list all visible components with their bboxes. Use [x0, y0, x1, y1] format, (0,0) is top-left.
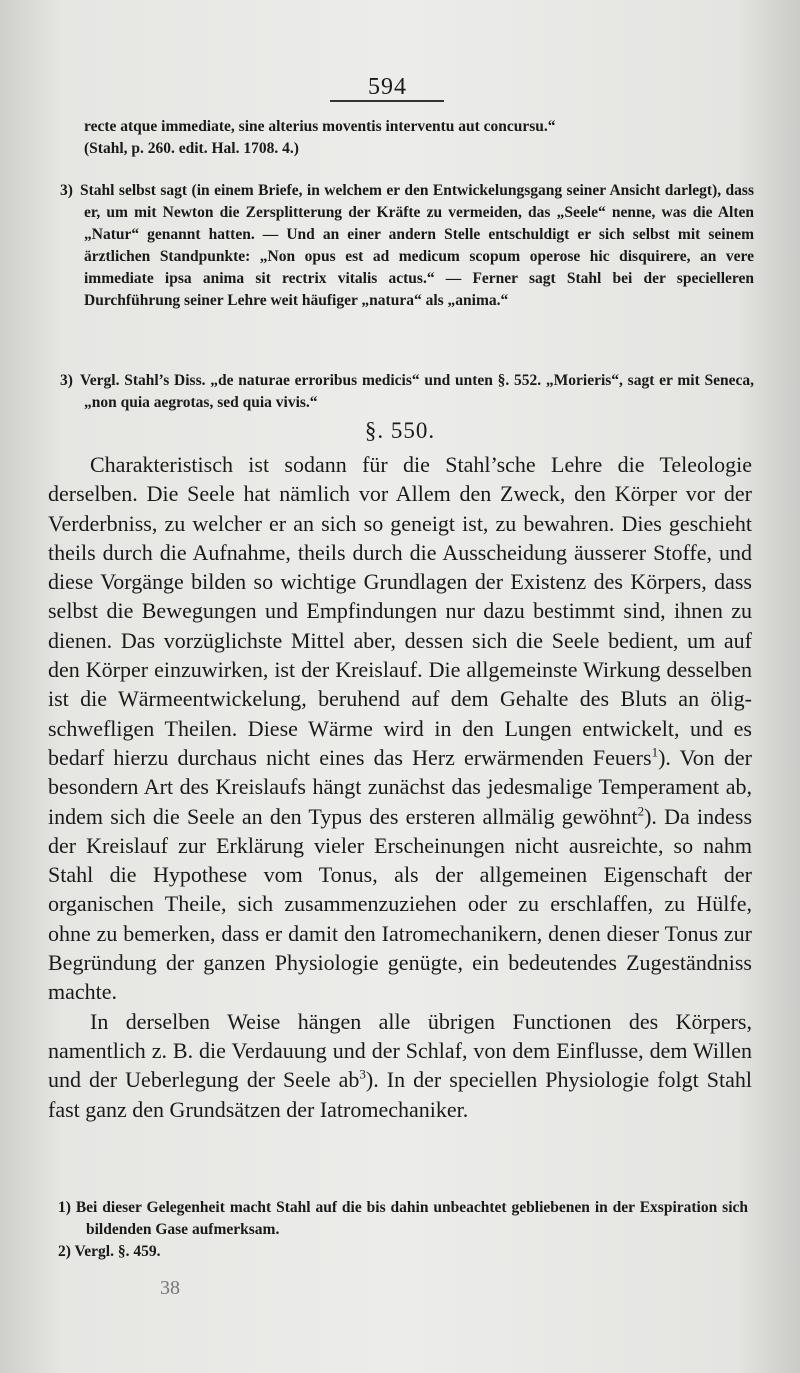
continued-footnote [84, 116, 754, 160]
footnote-ref: 3 [359, 1066, 366, 1082]
footnote-text: Vergl. Stahl’s Diss. „de naturae erroribus medicis“ und unten §. 552. „Morieris“, sagt er mit Seneca, „non quia aegrotas, sed quia vivis.“ [80, 372, 754, 411]
bottom-mark: 38 [160, 1277, 180, 1299]
footnotes [58, 1197, 748, 1263]
paragraph-text: ). In der speciellen Physiologie folgt Stahl fast ganz den Grundsätzen der Iatromechaniker. [48, 1067, 753, 1122]
footnote-ref: 1 [651, 744, 659, 760]
paragraph [48, 450, 752, 1007]
header-rule [330, 100, 444, 102]
footnote-2: 2) Vergl. §. 459. [58, 1243, 161, 1260]
footnote-ref: 2 [637, 803, 645, 819]
paragraph-text: In derselben Weise hängen alle übrigen Functionen des Körpers, namentlich z. B. die Verdauung und der Schlaf, von dem Einflusse, dem Willen und der Ueberlegung der Seele ab [48, 1008, 752, 1093]
paragraph [48, 1007, 752, 1124]
main-text [48, 450, 752, 1124]
paragraph-text: Charakteristisch ist sodann für die Stahl’sche Lehre die Teleologie derselben. Die Seele hat nämlich vor Allem den Zweck, den Körper vor der Verderbniss, zu welcher er an sich so geneigt ist, zu bewahren. Dies geschieht theils durch die Aufnahme, theils durch die Ausscheidung äusserer Stoffe, und diese Vorgänge bilden so wichtige Grundlagen der Existenz des Körpers, dass selbst die Bewegungen und Empfindungen nur dazu bestimmt sind, ihnen zu dienen. Das vorzüglichste Mittel aber, dessen sich die Seele bedient, um auf den Körper einzuwirken, ist der Kreislauf. Die allgemeinste Wirkung desselben ist die Wärmeentwickelung, beruhend auf dem Gehalte des Bluts an ölig-schwefligen Theilen. Diese Wärme wird in den Lungen entwickelt, und es bedarf hierzu durchaus nicht eines das Herz erwärmenden Feuers [48, 452, 752, 770]
footnote-label: 3) [60, 372, 73, 389]
paragraph-text: ). Von der besondern Art des Kreislaufs hängt zunächst das jedesmalige Temperament ab, indem sich die Seele an den Typus des ersteren allmälig gewöhnt [48, 744, 752, 829]
continued-footnote-line1: recte atque immediate, sine alterius moventis interventu aut concursu.“ [84, 118, 556, 135]
section-heading: §. 550. [364, 418, 436, 443]
footnote-1: 1) Bei dieser Gelegenheit macht Stahl auf die bis dahin unbeachtet gebliebenen in der Exspiration sich bildenden Gase aufmerksam. [58, 1199, 748, 1238]
footnote-3-vergl [60, 370, 754, 414]
footnote-text: Stahl selbst sagt (in einem Briefe, in welchem er den Entwickelungsgang seiner Ansicht darlegt), dass er, um mit Newton die Zersplitterung der Kräfte zu vermeiden, das „Seele“ nenne, was die Alten „Natur“ genannt hatten. — Und an einer andern Stelle entschuldigt er sich selbst mit seinem ärztlichen Standpunkte: „Non opus est ad medicum scopum operose hic disquirere, an vere immediate ipsa anima sit rectrix vitalis actus.“ — Ferner sagt Stahl bei der specielleren Durchführung seiner Lehre weit häufiger „natura“ als „anima.“ [80, 182, 754, 309]
footnote-3-stahl-letter [60, 180, 754, 312]
footnote-label: 3) [60, 182, 73, 199]
continued-footnote-line2: (Stahl, p. 260. edit. Hal. 1708. 4.) [84, 140, 299, 157]
page-number: 594 [368, 74, 407, 100]
paragraph-text: ). Da indess der Kreislauf zur Erklärung vieler Erscheinungen nicht ausreichte, so nahm Stahl die Hypothese vom Tonus, als der allgemeinen Eigenschaft der organischen Theile, sich zusammenzuziehen oder zu erschlaffen, zu Hülfe, ohne zu bemerken, dass er damit den Iatromechanikern, denen dieser Tonus zur Begründung der ganzen Physiologie genügte, ein bedeutendes Zugeständniss machte. [48, 803, 753, 1005]
